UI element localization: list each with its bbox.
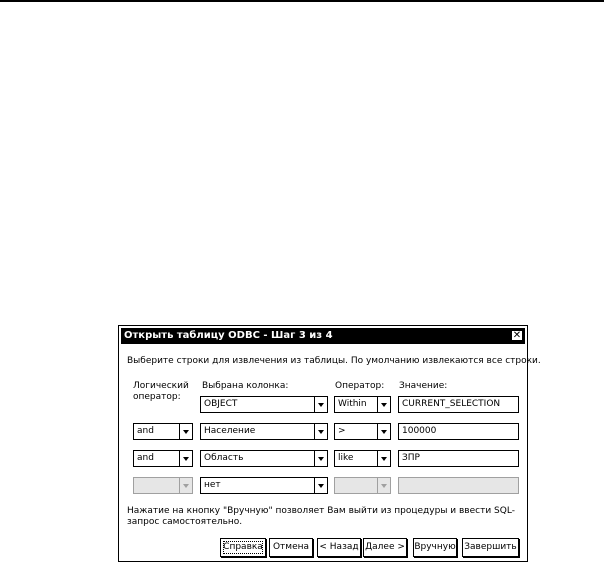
logic-select-3-value: and xyxy=(137,453,154,463)
column-select-3-value: Область xyxy=(204,453,244,463)
close-icon[interactable]: ✕ xyxy=(512,330,522,341)
header-logic-operator: Логический оператор: xyxy=(133,381,189,402)
chevron-down-icon[interactable] xyxy=(314,397,327,412)
dialog-title: Открыть таблицу ODBC - Шаг 3 из 4 xyxy=(124,330,333,341)
operator-select-3-value: like xyxy=(338,453,354,463)
operator-select-4 xyxy=(334,477,391,494)
logic-select-4 xyxy=(133,477,193,494)
next-button[interactable]: Далее > xyxy=(363,538,407,557)
operator-select-2[interactable] xyxy=(334,423,391,440)
value-input-3[interactable]: ЗПР xyxy=(398,450,519,467)
manual-note: Нажатие на кнопку "Вручную" позволяет Вам выйти из процедуры и ввести SQL-запрос самостоятельно. xyxy=(127,506,515,527)
chevron-down-icon[interactable] xyxy=(314,478,327,493)
chevron-down-icon[interactable] xyxy=(377,451,390,466)
chevron-down-icon[interactable] xyxy=(377,397,390,412)
header-value: Значение: xyxy=(399,381,448,391)
operator-select-2-value: > xyxy=(338,426,346,436)
header-operator: Оператор: xyxy=(335,381,385,391)
chevron-down-icon xyxy=(179,478,192,493)
value-input-2[interactable]: 100000 xyxy=(398,423,519,440)
instruction-text: Выберите строки для извлечения из таблицы. По умолчанию извлекаются все строки. xyxy=(127,356,541,366)
column-select-4[interactable] xyxy=(200,477,328,494)
chevron-down-icon[interactable] xyxy=(179,424,192,439)
column-select-3[interactable] xyxy=(200,450,328,467)
back-button[interactable]: < Назад xyxy=(317,538,361,557)
header-column: Выбрана колонка: xyxy=(202,381,289,391)
operator-select-1[interactable] xyxy=(334,396,391,413)
logic-select-3[interactable] xyxy=(133,450,193,467)
cancel-button[interactable]: Отмена xyxy=(269,538,313,557)
page-top-rule xyxy=(0,0,604,2)
column-select-2-value: Население xyxy=(204,426,256,436)
logic-select-2[interactable] xyxy=(133,423,193,440)
operator-select-3[interactable] xyxy=(334,450,391,467)
value-input-4 xyxy=(398,477,519,494)
chevron-down-icon[interactable] xyxy=(377,424,390,439)
chevron-down-icon[interactable] xyxy=(314,424,327,439)
help-button[interactable]: Справка xyxy=(220,538,266,557)
operator-select-1-value: Within xyxy=(338,399,367,409)
finish-button[interactable]: Завершить xyxy=(462,538,519,557)
chevron-down-icon[interactable] xyxy=(314,451,327,466)
chevron-down-icon xyxy=(377,478,390,493)
odbc-dialog xyxy=(118,325,541,562)
chevron-down-icon[interactable] xyxy=(179,451,192,466)
logic-select-2-value: and xyxy=(137,426,154,436)
manual-button[interactable]: Вручную xyxy=(413,538,457,557)
column-select-1[interactable] xyxy=(200,396,328,413)
column-select-2[interactable] xyxy=(200,423,328,440)
column-select-1-value: OBJECT xyxy=(204,399,238,409)
column-select-4-value: нет xyxy=(204,480,221,490)
dialog-titlebar xyxy=(121,328,525,344)
value-input-1[interactable]: CURRENT_SELECTION xyxy=(398,396,519,413)
